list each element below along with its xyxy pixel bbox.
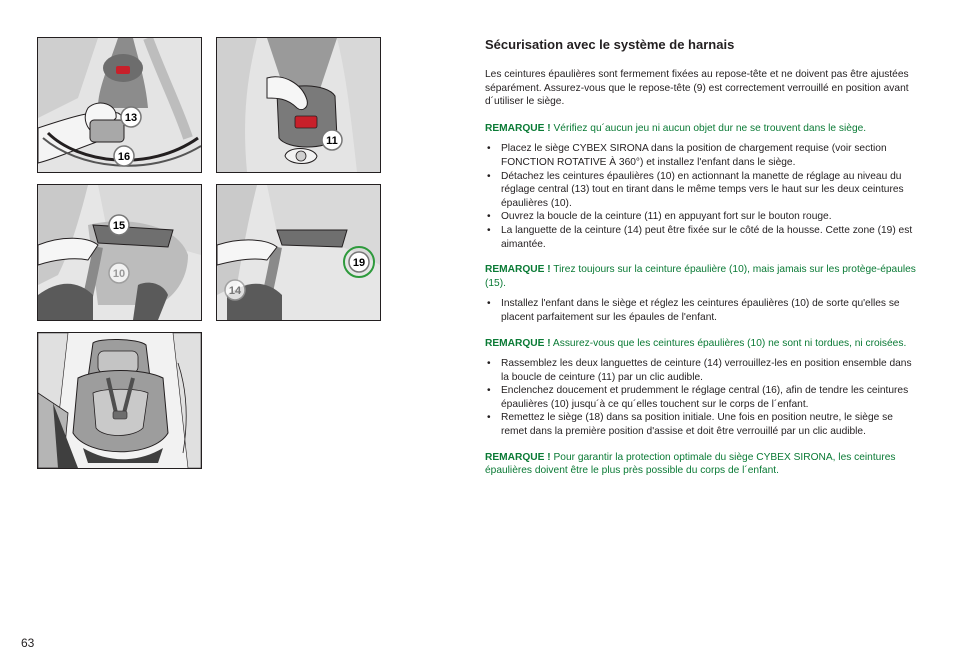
instructions-column xyxy=(485,36,917,491)
callout-14-label: 14 xyxy=(228,285,242,297)
buckle-release-drawing xyxy=(217,38,380,172)
list-item: • Détachez les ceintures épaulières (10) en actionnant la manette de réglage au niveau du réglage central (13) tout en tirant dans le même temps vers le haut sur les deux ceintures épaulières (10). xyxy=(485,170,917,211)
steps-list-1 xyxy=(485,142,917,251)
list-item: • Ouvrez la boucle de la ceinture (11) en appuyant fort sur le bouton rouge. xyxy=(485,210,917,224)
section-heading: Sécurisation avec le système de harnais xyxy=(485,37,735,52)
note-4-text: Pour garantir la protection optimale du siège CYBEX SIRONA, les ceintures épaulières doivent être le plus près possible du corps de l´enfant. xyxy=(485,451,896,477)
note-2-label: REMARQUE ! xyxy=(485,264,551,276)
list-item: • Placez le siège CYBEX SIRONA dans la position de chargement requise (voir section FONCTION ROTATIVE À 360°) et installez l'enfant dans le siège. xyxy=(485,142,917,169)
note-1-label: REMARQUE ! xyxy=(485,122,551,134)
callout-15-label: 15 xyxy=(112,220,126,232)
illustration-buckle-release xyxy=(216,37,381,173)
illustration-shoulder-belt-pull xyxy=(37,184,202,321)
note-1 xyxy=(485,122,917,136)
callout-11-label: 11 xyxy=(326,135,338,147)
intro-paragraph: Les ceintures épaulières sont fermement fixées au repose-tête et ne doivent pas être ajustées séparément. Assurez-vous que le repose-tête (9) est correctement verrouillé en position avant d´utiliser le siège. xyxy=(485,69,909,108)
list-item: • Remettez le siège (18) dans sa position initiale. Une fois en position neutre, le siège se remet dans la première position d'assise et doit être verrouillé par un clic audible. xyxy=(485,411,917,438)
note-3-text: Assurez-vous que les ceintures épaulières (10) ne sont ni tordues, ni croisées. xyxy=(550,337,907,349)
shoulder-belt-pull-drawing xyxy=(38,185,201,320)
callout-16-label: 16 xyxy=(117,151,131,163)
list-item: • Rassemblez les deux languettes de ceinture (14) verrouillez-les en position ensemble dans la boucle de ceinture (11) par un clic audible. xyxy=(485,357,917,384)
note-1-text: Vérifiez qu´aucun jeu ni aucun objet dur ne se trouvent dans le siège. xyxy=(550,122,867,134)
seat-in-car-drawing xyxy=(38,333,201,468)
list-item: • Enclenchez doucement et prudemment le réglage central (16), afin de tendre les ceintures épaulières (10) jusqu´à ce qu´elles touchent sur le corps de l´enfant. xyxy=(485,384,917,411)
callout-10-label: 10 xyxy=(112,268,126,280)
callout-13-label: 13 xyxy=(124,112,138,124)
note-2 xyxy=(485,263,917,290)
illustration-seat-in-car xyxy=(37,332,202,469)
steps-list-2 xyxy=(485,297,917,324)
list-item: • La languette de la ceinture (14) peut être fixée sur le côté de la housse. Cette zone (19) est aimantée. xyxy=(485,224,917,251)
callout-19-label: 19 xyxy=(352,257,366,269)
adjuster-pull-drawing xyxy=(38,38,201,172)
magnetic-zone-drawing xyxy=(217,185,380,320)
list-item: • Installez l'enfant dans le siège et réglez les ceintures épaulières (10) de sorte qu'elles se placent parfaitement sur les épaules de l'enfant. xyxy=(485,297,917,324)
note-2-text: Tirez toujours sur la ceinture épaulière (10), mais jamais sur les protège-épaules (15). xyxy=(485,264,916,289)
steps-list-3 xyxy=(485,357,917,439)
note-3-label: REMARQUE ! xyxy=(485,337,551,349)
page-number: 63 xyxy=(21,636,35,650)
note-4 xyxy=(485,451,917,478)
illustration-adjuster-pull xyxy=(37,37,202,173)
note-3 xyxy=(485,337,917,351)
note-4-label: REMARQUE ! xyxy=(485,451,551,463)
illustration-magnetic-zone xyxy=(216,184,381,321)
